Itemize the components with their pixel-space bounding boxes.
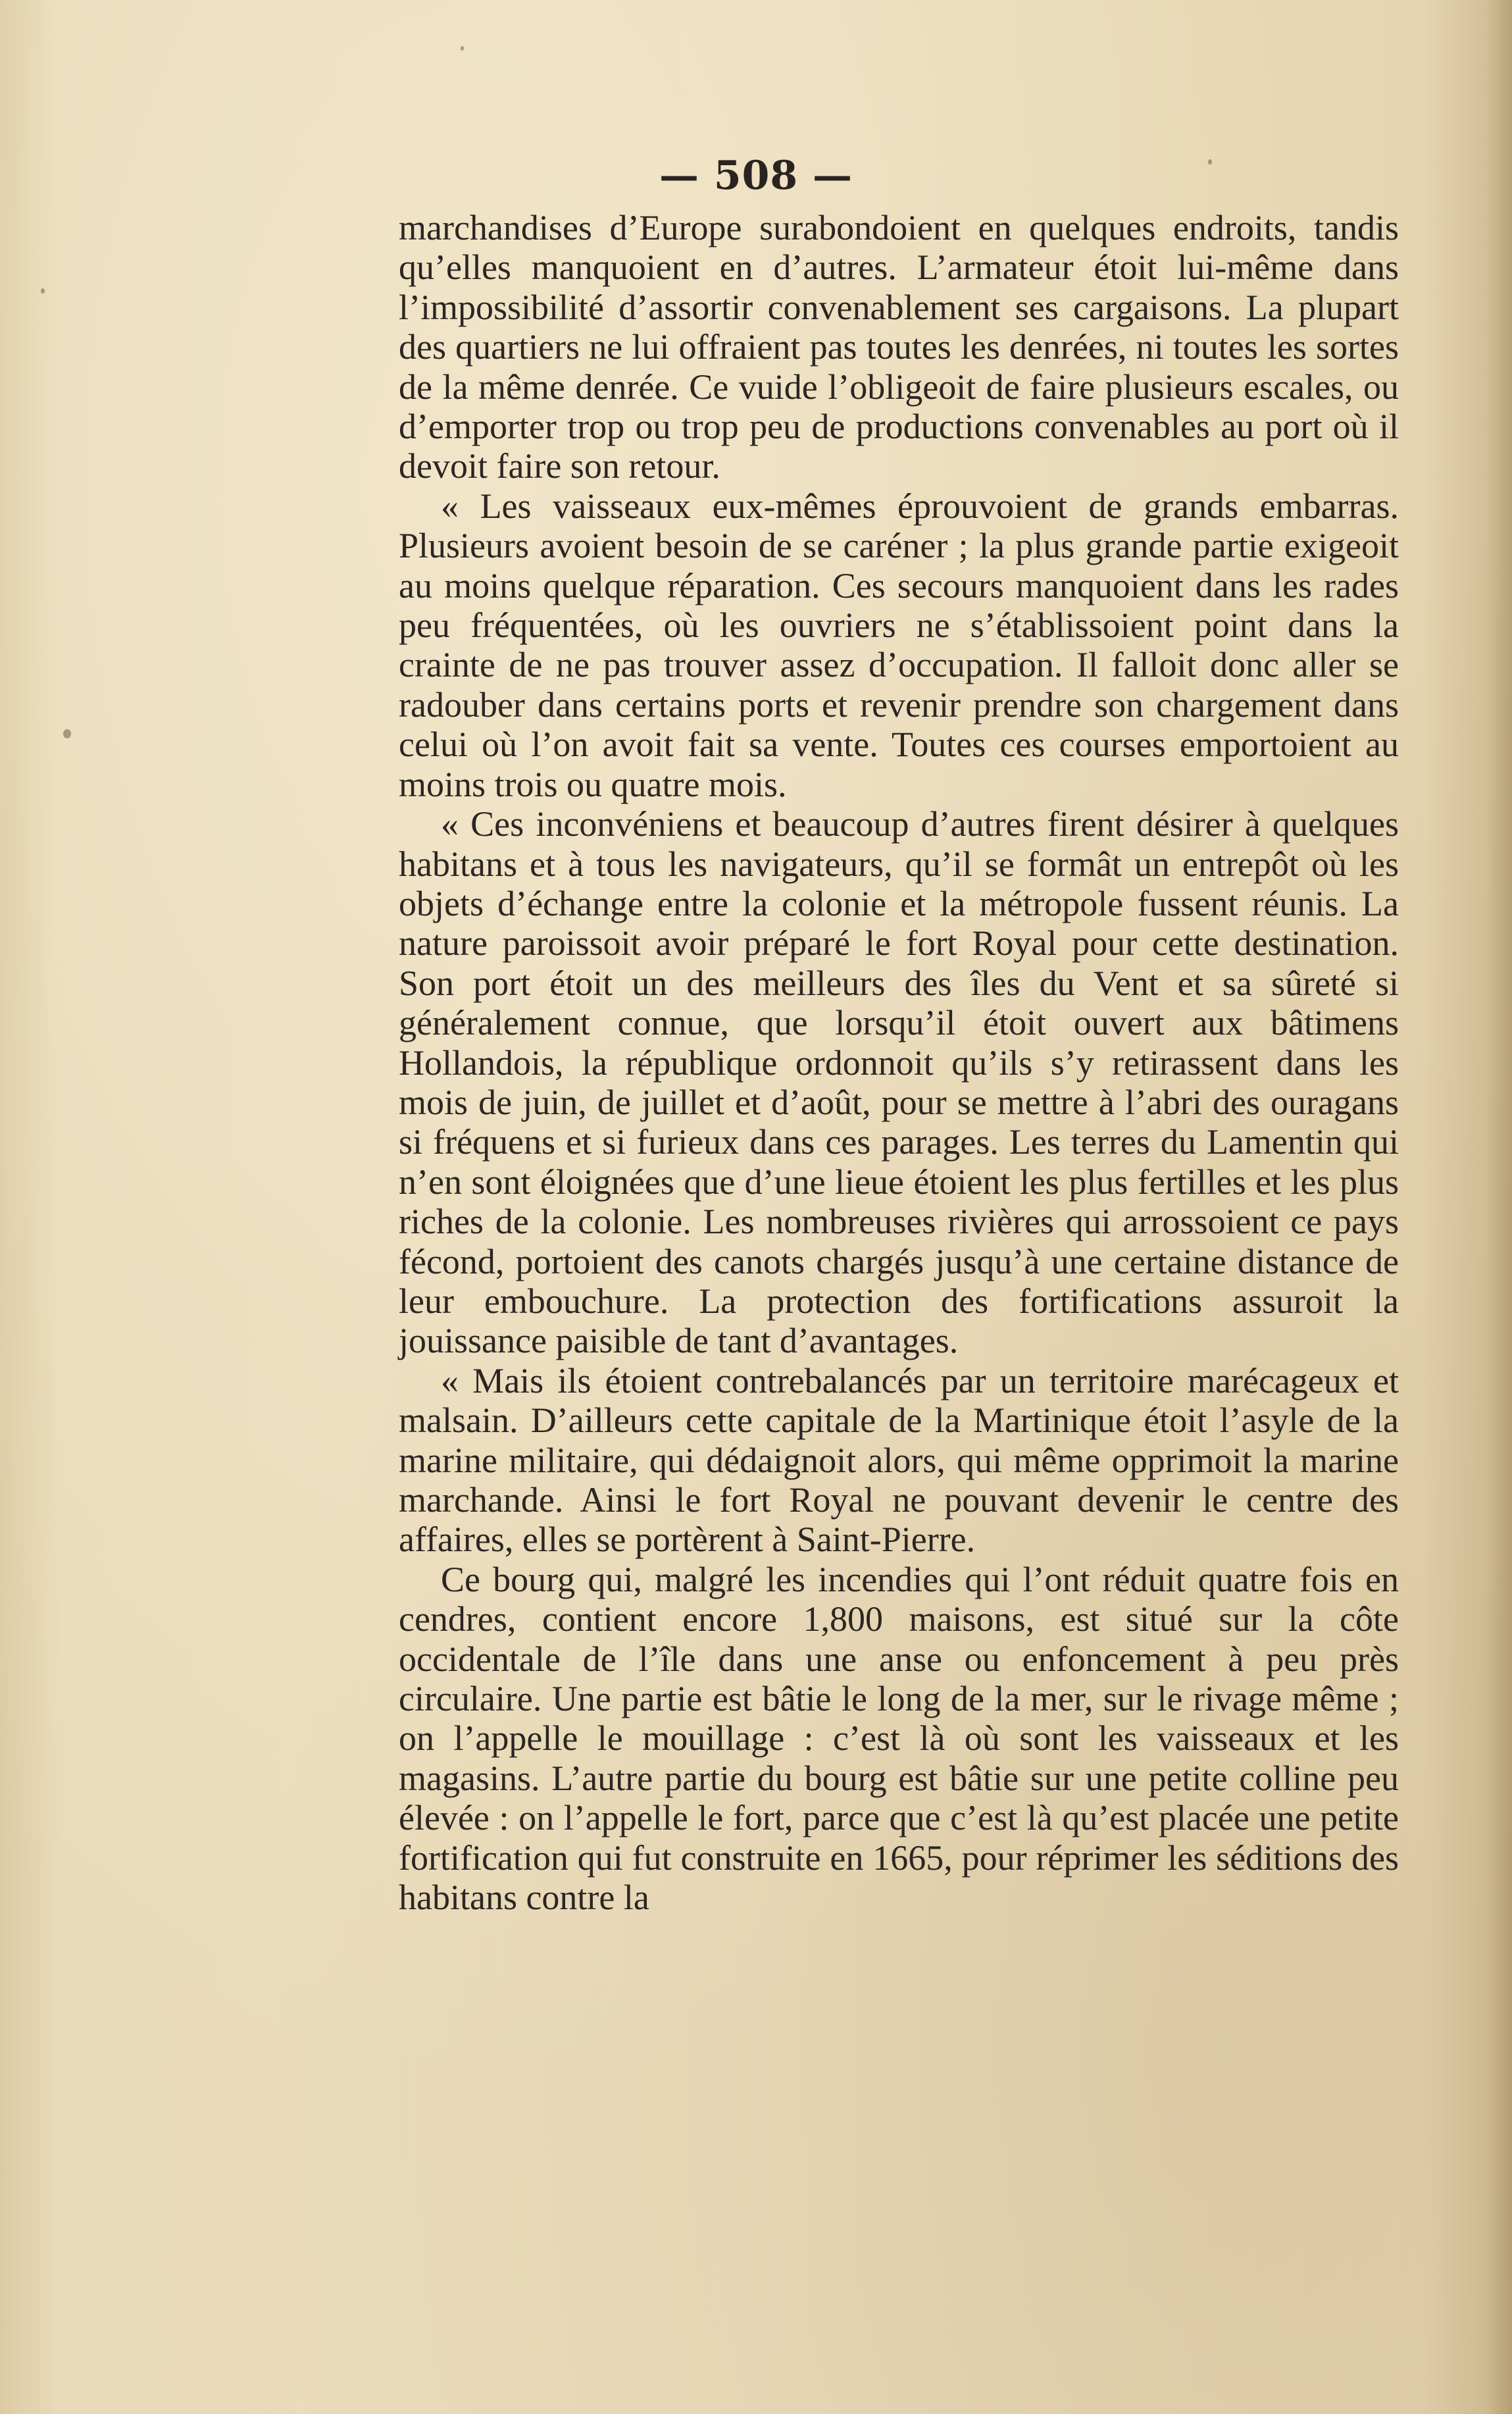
page-number: — 508 — xyxy=(659,153,853,199)
body-text xyxy=(399,208,1399,1917)
paper-speck xyxy=(41,288,45,294)
paragraph-2: « Les vaisseaux eux-mêmes éprouvoient de grands embarras. Plusieurs avoient besoin de se caréner ; la plus grande partie exigeoit au moins quelque réparation. Ces secours manquoient dans les rades peu fréquentées, où les ouvriers ne s’établissoient point dans la crainte de ne pas trouver assez d’occupation. Il falloit donc aller se radouber dans certains ports et revenir prendre son chargement dans celui où l’on avoit fait sa vente. Toutes ces courses emportoient au moins trois ou quatre mois. xyxy=(399,486,1399,804)
paper-speck xyxy=(461,46,464,51)
paragraph-5: Ce bourg qui, malgré les incendies qui l’ont réduit quatre fois en cendres, contient encore 1,800 maisons, est situé sur la côte occidentale de l’île dans une anse ou enfoncement à peu près circulaire. Une partie est bâtie le long de la mer, sur le rivage même ; on l’appelle le mouillage : c’est là où sont les vaisseaux et les magasins. L’autre partie du bourg est bâtie sur une petite colline peu élevée : on l’appelle le fort, parce que c’est là qu’est placée une petite fortification qui fut construite en 1665, pour réprimer les séditions des habitans contre la xyxy=(399,1559,1399,1918)
paper-speck xyxy=(63,729,71,738)
paragraph-3: « Ces inconvéniens et beaucoup d’autres firent désirer à quelques habitans et à tous les navigateurs, qu’il se formât un entrepôt où les objets d’échange entre la colonie et la métropole fussent réunis. La nature paroissoit avoir préparé le fort Royal pour cette destination. Son port étoit un des meilleurs des îles du Vent et sa sûreté si généralement connue, que lorsqu’il étoit ouvert aux bâtimens Hollandois, la république ordonnoit qu’ils s’y retirassent dans les mois de juin, de juillet et d’août, pour se mettre à l’abri des ouragans si fréquens et si furieux dans ces parages. Les terres du Lamentin qui n’en sont éloignées que d’une lieue étoient les plus fertilles et les plus riches de la colonie. Les nombreuses rivières qui arrossoient ce pays fécond, portoient des canots chargés jusqu’à une certaine distance de leur embouchure. La protection des fortifications assuroit la jouissance paisible de tant d’avantages. xyxy=(399,804,1399,1361)
paragraph-1: marchandises d’Europe surabondoient en quelques endroits, tandis qu’elles manquoient en d’autres. L’armateur étoit lui-même dans l’impossibilité d’assortir convenablement ses cargaisons. La plupart des quartiers ne lui offraient pas toutes les denrées, ni toutes les sortes de la même denrée. Ce vuide l’obligeoit de faire plusieurs escales, ou d’emporter trop ou trop peu de productions convenables au port où il devoit faire son retour. xyxy=(399,208,1399,486)
paragraph-4: « Mais ils étoient contrebalancés par un territoire marécageux et malsain. D’ailleurs cette capitale de la Martinique étoit l’asyle de la marine militaire, qui dédaignoit alors, qui même opprimoit la marine marchande. Ainsi le fort Royal ne pouvant devenir le centre des affaires, elles se portèrent à Saint-Pierre. xyxy=(399,1360,1399,1560)
